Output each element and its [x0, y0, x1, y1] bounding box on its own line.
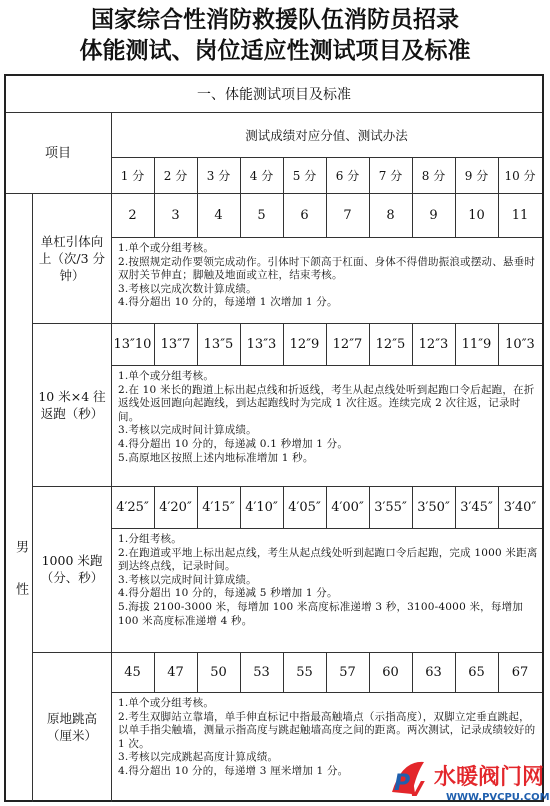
- svg-text:P: P: [394, 771, 411, 796]
- item-3-value-8: 63: [425, 664, 442, 680]
- score-header-8: 8 分: [421, 168, 446, 183]
- item-2-value-4: 4′10″: [245, 499, 278, 515]
- note-line: 3.考核以完成时间计算成绩。: [118, 573, 257, 586]
- rule-values-2: [111, 528, 542, 529]
- item-1-value-1: 13″10: [113, 336, 152, 352]
- note-line: 3.考核以完成次数计算成绩。: [118, 282, 257, 295]
- score-header-2: 2 分: [163, 168, 188, 183]
- note-line: 4.得分超出 10 分的，每递减 5 秒增加 1 分。: [118, 587, 338, 600]
- note-line: 1.分组考核。: [118, 533, 182, 545]
- rule-values-0: [111, 237, 542, 238]
- header-scores-title: 测试成绩对应分值、测试办法: [245, 128, 408, 143]
- item-2-value-9: 3′45″: [460, 499, 493, 515]
- item-0-value-10: 11: [511, 207, 529, 223]
- rule-values-3: [111, 692, 542, 693]
- item-1-value-3: 13″5: [203, 336, 234, 352]
- score-header-3: 3 分: [206, 168, 231, 183]
- note-line: 2.在跑道或平地上标出起点线，考生从起点线处听到起跑口令后起跑，完成 1000 米距离到达终点线，记录时间。: [118, 546, 538, 573]
- item-name-0: 单杠引体向上（次/3 分钟）: [38, 233, 106, 283]
- item-1-value-7: 12″5: [375, 336, 406, 352]
- item-1-value-5: 12″9: [289, 336, 320, 352]
- item-3-value-3: 50: [210, 664, 227, 680]
- note-line: 1.单个或分组考核。: [118, 697, 215, 709]
- item-3-value-10: 67: [511, 664, 529, 680]
- item-notes-0: [118, 242, 538, 310]
- score-header-6: 6 分: [335, 168, 360, 183]
- item-2-value-10: 3′40″: [503, 499, 537, 515]
- item-2-value-3: 4′15″: [202, 499, 235, 515]
- item-3-value-9: 65: [468, 664, 485, 680]
- watermark-logo: [386, 752, 550, 806]
- score-header-1: 1 分: [120, 168, 145, 183]
- header-item: 项目: [44, 145, 71, 161]
- item-1-value-8: 12″3: [418, 336, 449, 352]
- score-header-10: 10 分: [504, 168, 536, 183]
- item-2-value-8: 3′50″: [417, 499, 450, 515]
- note-line: 5.高原地区按照上述内地标准增加 1 秒。: [118, 451, 314, 464]
- item-1-value-4: 13″3: [246, 336, 277, 352]
- item-3-value-6: 57: [339, 664, 356, 680]
- note-line: 2.按照规定动作要领完成动作。引体时下颌高于杠面、身体不得借助振浪或摆动、悬垂时双肘关节伸直；脚触及地面或立柱，结束考核。: [118, 255, 536, 282]
- note-line: 1.单个或分组考核。: [118, 242, 215, 254]
- item-3-value-4: 53: [253, 664, 270, 680]
- score-header-4: 4 分: [249, 168, 274, 183]
- item-3-value-7: 60: [382, 664, 399, 680]
- note-line: 4.得分超出 10 分的，每递增 3 厘米增加 1 分。: [118, 764, 349, 777]
- item-0-value-7: 8: [386, 207, 395, 223]
- pv-logo-icon: [392, 762, 425, 801]
- item-name-3: 原地跳高（厘米）: [46, 711, 97, 743]
- item-3-value-1: 45: [124, 664, 141, 680]
- note-line: 3.考核以完成跳起高度计算成绩。: [118, 751, 279, 764]
- item-0-value-5: 6: [300, 207, 309, 223]
- page-title-line1: 国家综合性消防救援队伍消防员招录: [91, 7, 459, 33]
- note-line: 5.海拔 2100-3000 米，每增加 100 米高度标准递增 3 秒，3100-4000 米，每增加 100 米高度标准递增 4 秒。: [118, 600, 523, 627]
- item-name-2: 1000 米跑（分、秒）: [40, 553, 104, 585]
- item-0-value-3: 4: [214, 207, 223, 223]
- watermark-url: WWW.PVCPU.COM: [446, 792, 550, 803]
- item-0-value-9: 10: [468, 207, 485, 223]
- item-1-value-10: 10″3: [505, 336, 535, 352]
- note-line: 2.在 10 米长的跑道上标出起点线和折返线，考生从起点线处听到起跑口令后起跑，在折返线处返回跑向起跑线，到达起跑线时为完成 1 次往返。连续完成 2 次往返，记录时间。: [118, 383, 535, 423]
- item-0-value-6: 7: [343, 207, 352, 223]
- note-line: 2.考生双脚站立靠墙，单手伸直标记中指最高触墙点（示指高度），双脚立定垂直跳起，以单手指尖触墙，测量示指高度与跳起触墙高度之间的距离。两次测试，记录成绩较好的 1 次。: [118, 710, 536, 750]
- svg-text:V: V: [408, 777, 424, 801]
- item-0-value-4: 5: [257, 207, 266, 223]
- item-1-value-6: 12″7: [332, 336, 363, 352]
- note-line: 1.单个或分组考核。: [118, 370, 215, 382]
- item-2-value-6: 4′00″: [331, 499, 364, 515]
- score-header-9: 9 分: [464, 168, 489, 183]
- item-notes-1: [118, 370, 538, 465]
- note-line: 4.得分超出 10 分的，每递增 1 次增加 1 分。: [118, 296, 338, 309]
- rule-gender: [32, 193, 33, 802]
- item-2-value-1: 4′25″: [116, 499, 149, 515]
- rule-values-1: [111, 365, 542, 366]
- item-2-value-7: 3′55″: [374, 499, 407, 515]
- item-0-value-8: 9: [429, 207, 438, 223]
- score-header-7: 7 分: [378, 168, 403, 183]
- item-2-value-2: 4′20″: [159, 499, 192, 515]
- note-line: 4.得分超出 10 分的，每递减 0.1 秒增加 1 分。: [118, 437, 349, 450]
- section-title: 一、体能测试项目及标准: [197, 87, 351, 103]
- item-3-value-5: 55: [296, 664, 313, 680]
- item-notes-2: [118, 533, 538, 628]
- item-0-value-1: 2: [128, 207, 137, 223]
- item-3-value-2: 47: [167, 664, 184, 680]
- item-0-value-2: 3: [171, 207, 180, 223]
- watermark-brand: 水暖阀门网: [434, 765, 545, 790]
- item-name-1: 10 米×4 往返跑（秒）: [38, 388, 106, 421]
- page-title-line2: 体能测试、岗位适应性测试项目及标准: [79, 38, 471, 64]
- note-line: 3.考核以完成时间计算成绩。: [118, 424, 257, 437]
- item-1-value-2: 13″7: [160, 336, 191, 352]
- item-2-value-5: 4′05″: [288, 499, 321, 515]
- score-header-5: 5 分: [292, 168, 317, 183]
- gender-label: 男 性: [13, 540, 28, 603]
- item-1-value-9: 11″9: [461, 336, 492, 352]
